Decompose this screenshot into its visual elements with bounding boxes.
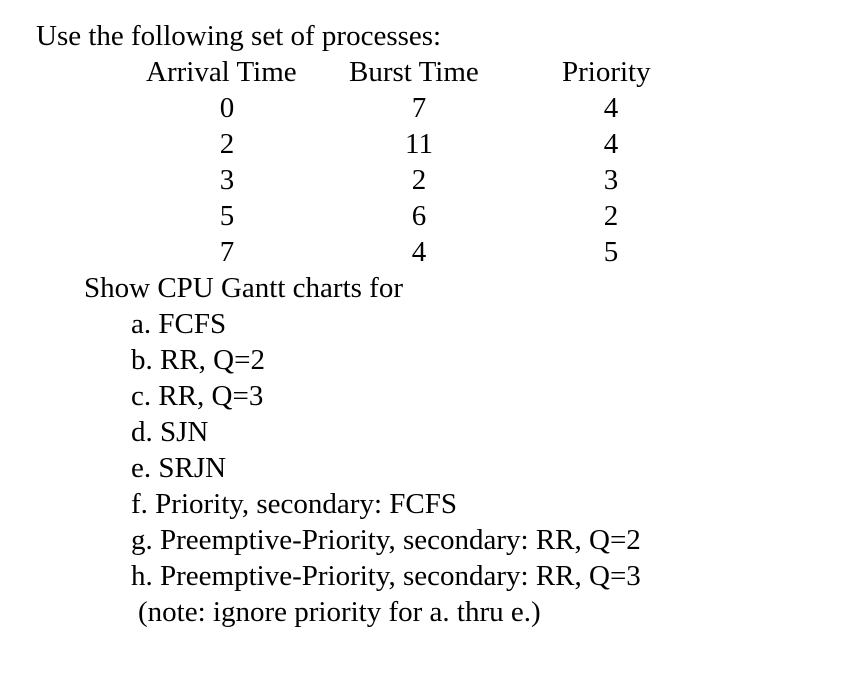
note-text: (note: ignore priority for a. thru e.) — [138, 596, 541, 628]
list-item: g. Preemptive-Priority, secondary: RR, Q=2 — [131, 524, 641, 556]
arrival-cell: 7 — [219, 236, 235, 268]
list-item: h. Preemptive-Priority, secondary: RR, Q=3 — [131, 560, 641, 592]
header-priority: Priority — [562, 56, 651, 88]
arrival-cell: 0 — [219, 92, 235, 124]
priority-cell: 4 — [603, 92, 619, 124]
list-item: f. Priority, secondary: FCFS — [131, 488, 457, 520]
list-item: a. FCFS — [131, 308, 227, 340]
list-item: c. RR, Q=3 — [131, 380, 264, 412]
priority-cell: 5 — [603, 236, 619, 268]
arrival-cell: 3 — [219, 164, 235, 196]
arrival-cell: 5 — [219, 200, 235, 232]
priority-cell: 2 — [603, 200, 619, 232]
list-item: e. SRJN — [131, 452, 227, 484]
priority-cell: 3 — [603, 164, 619, 196]
burst-cell: 6 — [411, 200, 427, 232]
scheduling-algorithm-list — [131, 306, 641, 594]
arrival-time-column — [187, 90, 267, 270]
header-burst-time: Burst Time — [349, 56, 479, 88]
burst-cell: 2 — [411, 164, 427, 196]
burst-cell: 4 — [411, 236, 427, 268]
arrival-cell: 2 — [219, 128, 235, 160]
list-item: b. RR, Q=2 — [131, 344, 265, 376]
priority-cell: 4 — [603, 128, 619, 160]
list-item: d. SJN — [131, 416, 209, 448]
header-arrival-time: Arrival Time — [146, 56, 297, 88]
priority-column — [571, 90, 651, 270]
burst-cell: 11 — [405, 128, 433, 160]
intro-text: Use the following set of processes: — [36, 20, 442, 52]
show-gantt-label: Show CPU Gantt charts for — [84, 272, 403, 304]
burst-time-column — [379, 90, 459, 270]
burst-cell: 7 — [411, 92, 427, 124]
